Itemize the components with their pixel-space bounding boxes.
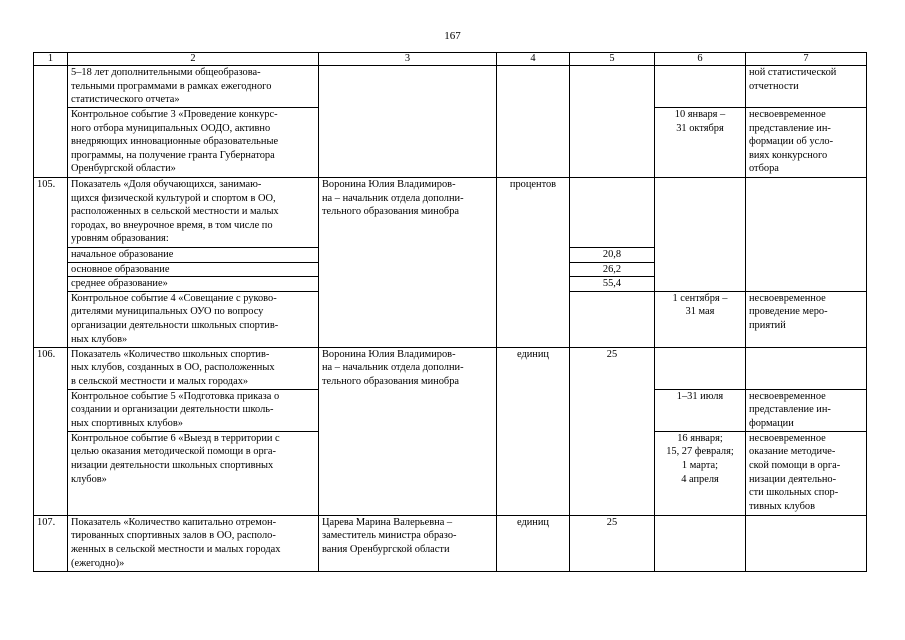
unit-cell: единиц: [497, 515, 570, 571]
deadline-cell: [655, 431, 746, 515]
text-line: сти школьных спор-: [749, 487, 839, 499]
unit-cell: процентов: [497, 178, 570, 348]
text-line: отбора: [749, 163, 779, 175]
deadline-cell: [655, 178, 746, 292]
table-row: [34, 66, 867, 108]
deadline-cell: [655, 291, 746, 347]
table-header-row: [34, 53, 867, 66]
text-line: Показатель «Доля обучающихся, занимаю-: [71, 179, 262, 190]
column-header: 2: [68, 53, 319, 66]
text-line: Воронина Юлия Владимиров-: [322, 348, 456, 360]
text-line: в сельской местности и малых городах»: [71, 375, 249, 387]
text-line: Контрольное событие 4 «Совещание с руково-: [71, 292, 277, 304]
text-line: 1 сентября –: [672, 292, 728, 304]
text-line: отчетности: [749, 80, 799, 92]
unit-cell: единиц: [497, 347, 570, 515]
column-header: 1: [34, 53, 68, 66]
sub-level-value: 20,8: [570, 248, 655, 263]
text-line: виях конкурсного: [749, 149, 828, 161]
risk-cell: [746, 431, 867, 515]
text-line: Царева Марина Валерьевна –: [322, 516, 453, 528]
column-header: 7: [746, 53, 867, 66]
text-line: несвоевременное: [749, 432, 826, 444]
text-line: ных клубов»: [71, 333, 128, 345]
text-line: на – начальник отдела дополни-: [322, 362, 464, 374]
text-line: представление ин-: [749, 122, 831, 134]
text-line: 5–18 лет дополнительными общеобразова-: [71, 67, 261, 78]
text-line: формации: [749, 417, 794, 429]
text-line: представление ин-: [749, 404, 831, 416]
text-line: несвоевременное: [749, 390, 826, 402]
text-line: тивных клубов: [749, 500, 816, 512]
text-line: тельными программами в рамках ежегодного: [71, 80, 272, 92]
text-line: щихся физической культурой и спортом в ОО,: [71, 192, 276, 204]
text-line: несвоевременное: [749, 292, 826, 304]
text-line: статистического отчета»: [71, 94, 180, 106]
indicators-table: [33, 52, 867, 572]
value-cell: [570, 291, 655, 347]
text-line: 10 января –: [674, 109, 726, 120]
row-number-cell: 107.: [34, 515, 68, 571]
text-line: городах, во внеурочное время, в том числе по: [71, 219, 273, 231]
text-line: заместитель министра образо-: [322, 530, 457, 542]
text-line: создании и организации деятельности школь-: [71, 404, 274, 416]
text-line: 15, 27 февраля;: [666, 446, 734, 458]
text-line: на – начальник отдела дополни-: [322, 192, 464, 204]
risk-cell: [746, 108, 867, 178]
value-cell: [570, 66, 655, 178]
text-line: 31 мая: [685, 306, 715, 318]
text-line: расположенных в сельской местности и малых: [71, 206, 279, 218]
text-line: Контрольное событие 6 «Выезд в территории с: [71, 432, 280, 444]
deadline-cell: [655, 347, 746, 389]
deadline-cell: [655, 515, 746, 571]
risk-cell: [746, 178, 867, 292]
text-line: организации деятельности школьных спортив-: [71, 319, 279, 331]
deadline-cell: [655, 66, 746, 108]
row-number-cell: [34, 66, 68, 178]
text-line: женных в сельской местности и малых городах: [71, 543, 281, 555]
description-cell: [68, 291, 319, 347]
column-header: 3: [319, 53, 497, 66]
text-line: низации деятельности школьных спортивных: [71, 459, 274, 471]
text-line: 1 марта;: [681, 459, 719, 471]
description-cell: [68, 347, 319, 389]
text-line: Оренбургской области»: [71, 163, 176, 175]
text-line: низации деятельно-: [749, 473, 837, 485]
text-line: вания Оренбургской области: [322, 543, 450, 555]
value-cell: [570, 178, 655, 248]
text-line: Контрольное событие 5 «Подготовка приказа о: [71, 390, 280, 402]
text-line: несвоевременное: [749, 109, 826, 120]
text-line: (ежегодно)»: [71, 557, 125, 569]
risk-cell: [746, 515, 867, 571]
value-cell: 25: [570, 347, 655, 515]
description-cell: [68, 515, 319, 571]
text-line: 31 октября: [676, 122, 724, 134]
responsible-cell: [319, 66, 497, 178]
column-header: 4: [497, 53, 570, 66]
text-line: внедряющих инновационные образовательные: [71, 136, 279, 148]
risk-cell: [746, 66, 867, 108]
description-cell: [68, 66, 319, 108]
text-line: целью оказания методической помощи в орга-: [71, 446, 277, 458]
text-line: 4 апреля: [681, 473, 719, 485]
text-line: ного отбора муниципальных ООДО, активно: [71, 122, 271, 134]
text-line: Показатель «Количество школьных спортив-: [71, 348, 270, 360]
responsible-cell: [319, 347, 497, 515]
text-line: ной статистической: [749, 67, 837, 78]
text-line: ных спортивных клубов»: [71, 417, 183, 429]
text-line: формации об усло-: [749, 136, 834, 148]
text-line: Воронина Юлия Владимиров-: [322, 179, 456, 190]
text-line: уровням образования:: [71, 233, 169, 245]
risk-cell: [746, 291, 867, 347]
text-line: программы, на получение гранта Губернатора: [71, 149, 275, 161]
text-line: ской помощи в орга-: [749, 459, 841, 471]
text-line: Контрольное событие 3 «Проведение конкурс-: [71, 109, 278, 120]
row-number-cell: 105.: [34, 178, 68, 348]
sub-level-value: 55,4: [570, 277, 655, 292]
text-line: тельного образования минобра: [322, 206, 460, 218]
text-line: дителями муниципальных ОУО по вопросу: [71, 306, 264, 318]
text-line: тированных спортивных залов в ОО, располо-: [71, 530, 276, 542]
text-line: приятий: [749, 319, 786, 331]
risk-cell: [746, 347, 867, 389]
table-row: [34, 347, 867, 389]
table-row: [34, 178, 867, 248]
text-line: Показатель «Количество капитально отремон-: [71, 516, 277, 528]
text-line: 16 января;: [677, 432, 723, 444]
sub-level-label: начальное образование: [68, 248, 319, 263]
text-line: ных клубов, созданных в ОО, расположенных: [71, 362, 275, 374]
column-header: 5: [570, 53, 655, 66]
text-line: тельного образования минобра: [322, 375, 460, 387]
value-cell: 25: [570, 515, 655, 571]
sub-level-label: среднее образование»: [68, 277, 319, 292]
description-cell: [68, 389, 319, 431]
deadline-cell: 1–31 июля: [655, 389, 746, 431]
row-number-cell: 106.: [34, 347, 68, 515]
description-cell: [68, 431, 319, 515]
description-cell: [68, 178, 319, 248]
page-number: 167: [444, 30, 461, 42]
sub-level-value: 26,2: [570, 262, 655, 277]
risk-cell: [746, 389, 867, 431]
description-cell: [68, 108, 319, 178]
responsible-cell: [319, 515, 497, 571]
deadline-cell: [655, 108, 746, 178]
table-row: [34, 515, 867, 571]
text-line: оказание методиче-: [749, 446, 836, 458]
column-header: 6: [655, 53, 746, 66]
unit-cell: [497, 66, 570, 178]
text-line: клубов»: [71, 473, 107, 485]
sub-level-label: основное образование: [68, 262, 319, 277]
responsible-cell: [319, 178, 497, 348]
text-line: проведение меро-: [749, 306, 828, 318]
